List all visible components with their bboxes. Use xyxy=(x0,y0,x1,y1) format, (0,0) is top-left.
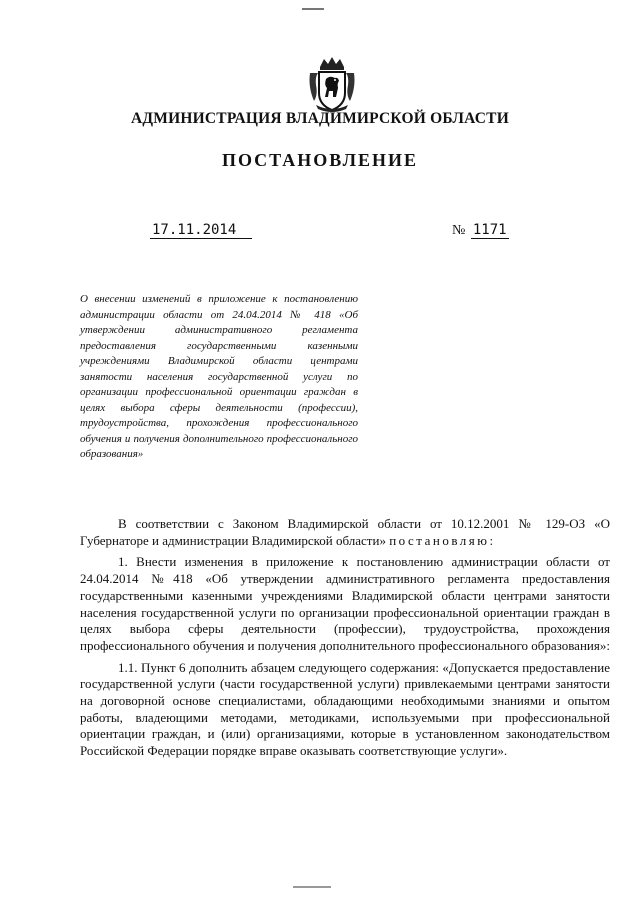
number-sign: № xyxy=(452,223,466,238)
preamble-text: В соответствии с Законом Владимирской области от 10.12.2001 № 129-ОЗ «О Губернаторе и администрации Владимирской области» xyxy=(80,516,610,548)
document-date: 17.11.2014 xyxy=(150,222,252,239)
preamble-paragraph xyxy=(80,516,610,549)
document-number xyxy=(452,222,509,239)
document-type-heading: ПОСТАНОВЛЕНИЕ xyxy=(221,150,419,170)
item-1-1-paragraph: 1.1. Пункт 6 дополнить абзацем следующего содержания: «Допускается предоставление государственной услуги (части государственной услуги) привлекаемыми центрами занятости на договорной основе специалистами, обладающими необходимыми знаниями и опытом работы, владеющими методами, методиками, используемыми при профессиональной ориентации граждан, и (или) организациями, которые в установленном законодательством Российской Федерации порядке вправе оказывать соответствующие услуги». xyxy=(80,659,610,759)
subject-block: О внесении изменений в приложение к постановлению администрации области от 24.04.2014 № 418 «Об утверждении административного регламента предоставления государственными казенными учреждениями Владимирской области центрами занятости населения государственной услуги по организации профессиональной ориентации граждан в целях выбора сферы деятельности (профессии), трудоустройства, прохождения профессионального обучения и получения дополнительного профессионального образования» xyxy=(80,293,358,460)
scan-mark-top xyxy=(302,8,324,10)
scan-mark-bottom xyxy=(293,886,331,888)
item-1-paragraph: 1. Внести изменения в приложение к постановлению администрации области от 24.04.2014 №418 «Об утверждении административного регламента предоставления государственными казенными учреждениями Владимирской области центрами занятости населения государственной услуги по организации профессиональной ориентации граждан в целях выбора сферы деятельности (профессии), трудоустройства, прохождения профессионального обучения и получения дополнительного профессионального образования»: xyxy=(80,554,610,653)
coat-of-arms-icon xyxy=(306,55,358,113)
number-value: 1171 xyxy=(472,222,507,238)
organization-title: АДМИНИСТРАЦИЯ ВЛАДИМИРСКОЙ ОБЛАСТИ xyxy=(131,110,509,127)
document-body xyxy=(80,516,610,765)
decree-word: постановляю: xyxy=(389,532,496,548)
